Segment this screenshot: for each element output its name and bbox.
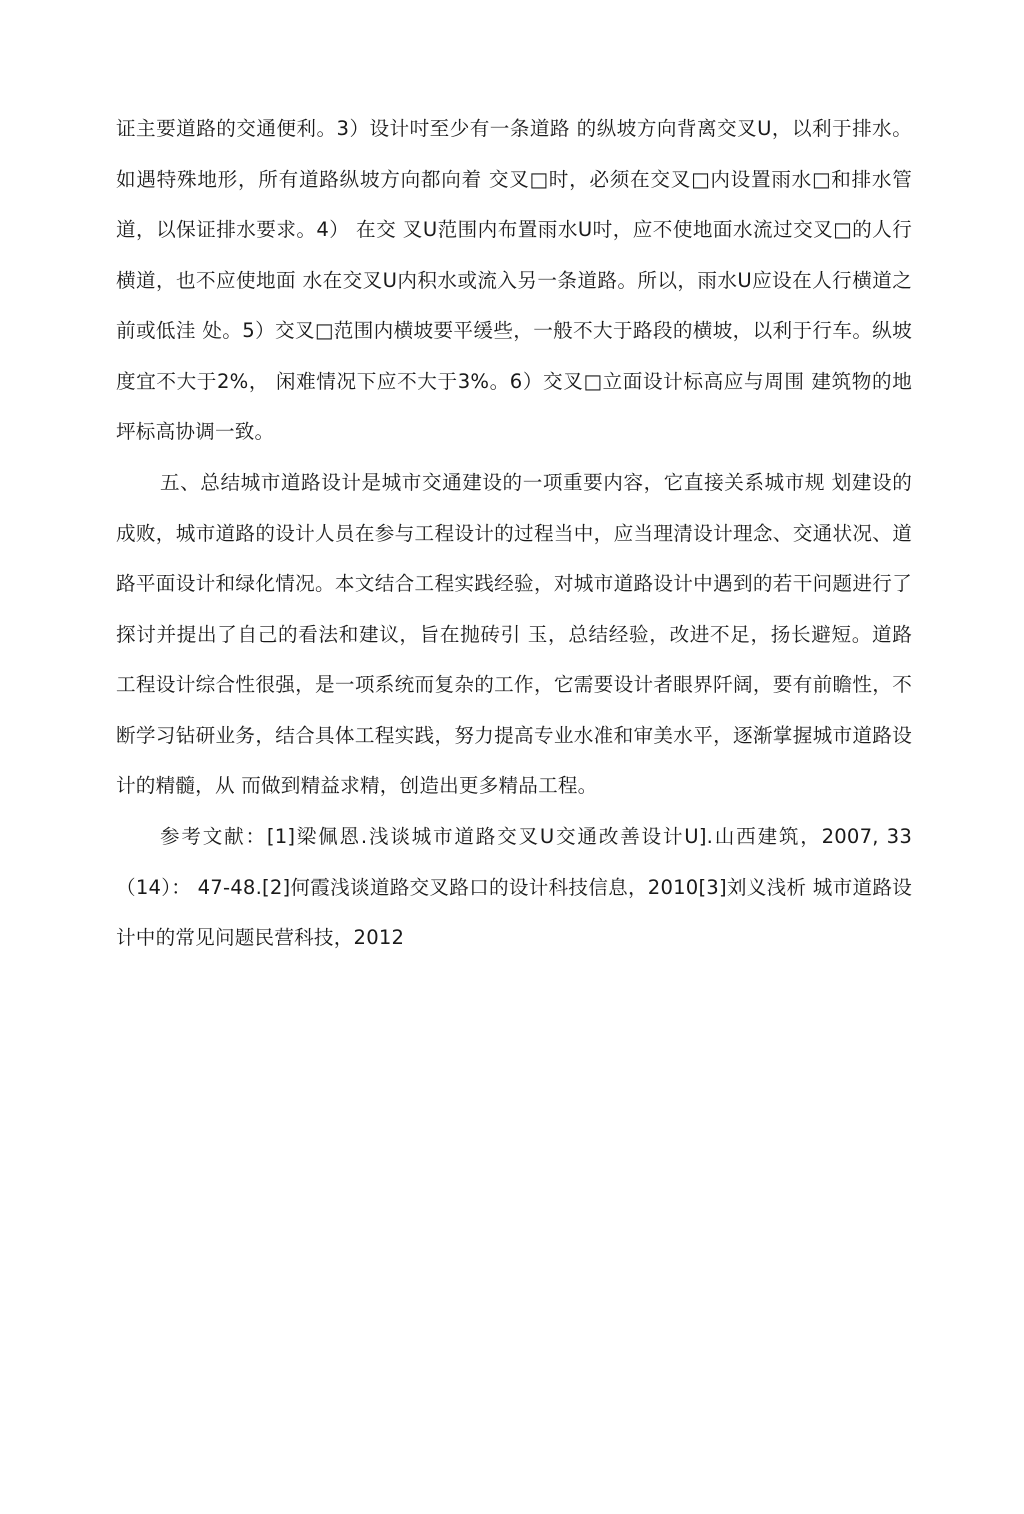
- body-paragraph-conclusion: 五、总结城市道路设计是城市交通建设的一项重要内容，它直接关系城市规 划建设的成败，城市道路的设计人员在参与工程设计的过程当中，应当理清设计理念、交通状况、道路平面设计和绿化情况。本文结合工程实践经验，对城市道路设计中遇到的若干问题进行了探讨并提出了自己的看法和建议，旨在抛砖引 玉，总结经验，改进不足，扬长避短。道路工程设计综合性很强，是一项系统而复杂的工作，它需要设计者眼界阡阔，要有前瞻性，不断学习钻研业务，结合具体工程实践，努力提高专业水准和审美水平，逐渐掌握城市道路设计的精髓，从 而做到精益求精，创造出更多精品工程。: [116, 471, 912, 797]
- body-paragraph-drainage-design: 证主要道路的交通便利。3）设计吋至少有一条道路 的纵坡方向背离交叉U，以利于排水。如遇特殊地形，所有道路纵坡方向都向着 交叉□时，必须在交叉□内设置雨水□和排水管道，以保证排水要求。4） 在交 叉U范围内布置雨水U吋，应不使地面水流过交叉□的人行横道，也不应使地面 水在交叉U内积水或流入另一条道路。所以，雨水U应设在人行横道之前或低洼 处。5）交叉□范围内横坡要平缓些，一般不大于路段的横坡，以利于行车。纵坡度宜不大于2%， 闲难情况下应不大于3%。6）交叉□立面设计标高应与周围 建筑物的地坪标高协调一致。: [116, 117, 912, 443]
- references-paragraph: 参考文献：[1]梁佩恩.浅谈城市道路交叉U交通改善设计U].山西建筑，2007, 33（14）： 47-48.[2]何霞浅谈道路交叉路口的设计科技信息，2010[3]刘义浅析 城市道路设计中的常见问题民营科技，2012: [116, 825, 912, 949]
